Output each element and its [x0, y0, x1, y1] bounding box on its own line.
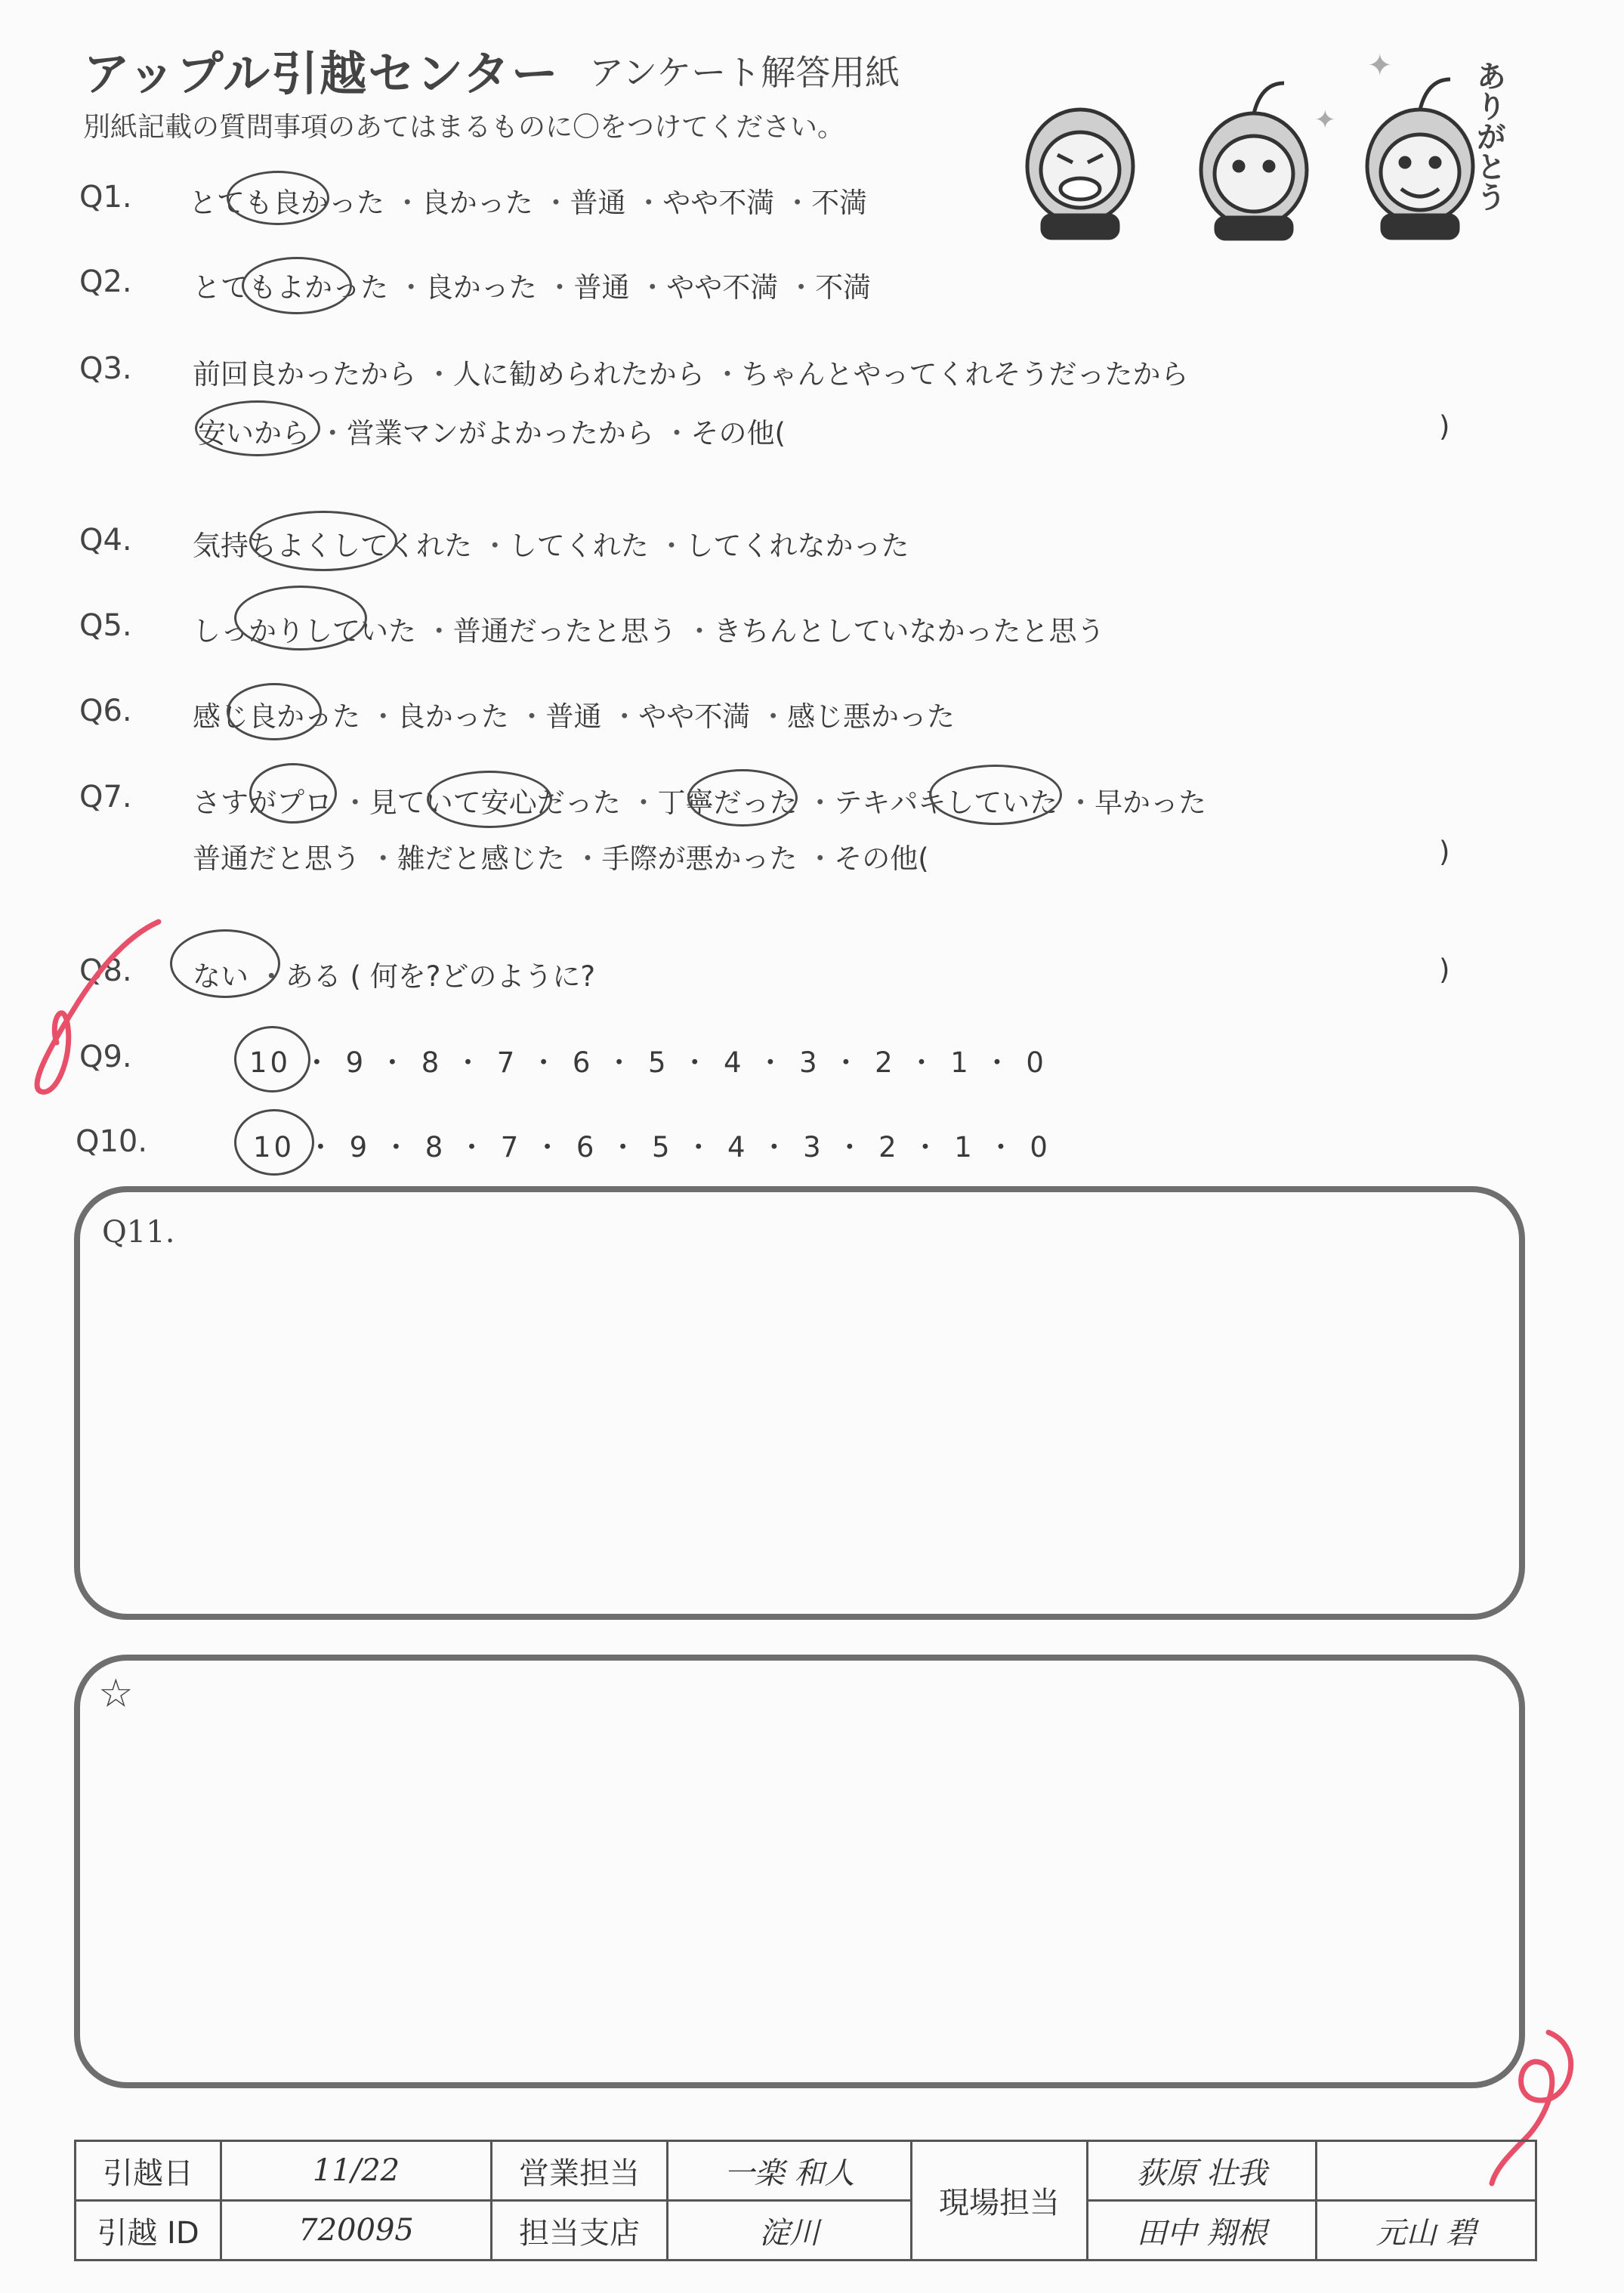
q1-option-3[interactable]: 普通 — [570, 187, 626, 219]
move-id-value[interactable]: 720095 — [221, 2201, 492, 2261]
q7-option-5[interactable]: 早かった — [1095, 786, 1207, 819]
q10-score-3[interactable]: 3 — [803, 1131, 824, 1163]
company-title: アップル引越センター — [83, 46, 560, 101]
q10-score-1[interactable]: 1 — [954, 1131, 975, 1163]
q3-option-other[interactable]: その他( — [690, 417, 786, 450]
site-staff-4[interactable]: 元山 碧 — [1317, 2201, 1536, 2261]
q5-options: しっかりしていた ・普通だったと思う ・きちんとしていなかったと思う — [193, 615, 1105, 647]
site-staff-label: 現場担当 — [912, 2141, 1088, 2261]
q10-score-7[interactable]: 7 — [500, 1131, 522, 1163]
q1-option-4[interactable]: やや不満 — [662, 187, 775, 219]
red-check-mark-left — [11, 907, 170, 1103]
site-staff-1[interactable]: 荻原 壮我 — [1088, 2141, 1317, 2201]
q5-label: Q5. — [79, 608, 132, 643]
q8-option-1[interactable]: ない — [193, 960, 249, 993]
q4-option-2[interactable]: してくれた — [508, 530, 649, 562]
q5-option-3[interactable]: きちんとしていなかったと思う — [713, 615, 1105, 647]
q10-score-9[interactable]: 9 — [349, 1131, 371, 1163]
q2-selection-circle — [242, 257, 352, 314]
q4-label: Q4. — [79, 523, 132, 558]
site-staff-3[interactable]: 田中 翔根 — [1088, 2201, 1317, 2261]
q7-close-paren: ) — [1439, 836, 1450, 868]
q3-option-3[interactable]: ちゃんとやってくれそうだったから — [741, 358, 1189, 391]
q1-option-2[interactable]: 良かった — [421, 187, 533, 219]
q7-selection-circle-2 — [427, 771, 552, 828]
q7-selection-circle-3 — [687, 769, 798, 827]
sparkle-icon: ✦ — [1367, 48, 1393, 83]
q7-option-8[interactable]: 手際が悪かった — [601, 842, 798, 875]
q9-score-8[interactable]: 8 — [421, 1046, 443, 1079]
q2-option-4[interactable]: やや不満 — [666, 271, 779, 304]
q10-score-6[interactable]: 6 — [576, 1131, 597, 1163]
q3-close-paren: ) — [1439, 410, 1450, 443]
q11-label: Q11. — [102, 1215, 175, 1250]
q7-options-line1: さすがプロ ・見ていて安心だった ・丁寧だった ・テキパキしていた ・早かった — [193, 786, 1207, 819]
q1-options: とても良かった ・良かった ・普通 ・やや不満 ・不満 — [189, 187, 868, 219]
q10-score-2[interactable]: 2 — [878, 1131, 900, 1163]
q3-option-1[interactable]: 前回良かったから — [193, 358, 416, 391]
q7-selection-circle-1 — [249, 763, 337, 824]
footer-info-table — [74, 2140, 1537, 2261]
q9-scale: 10 ・ 9 ・ 8 ・ 7 ・ 6 ・ 5 ・ 4 ・ 3 ・ 2 ・ 1 ・ 0 — [249, 1046, 1047, 1079]
form-subtitle: アンケート解答用紙 — [589, 52, 900, 93]
q9-score-6[interactable]: 6 — [572, 1046, 594, 1079]
q7-option-4[interactable]: テキパキしていた — [834, 786, 1058, 819]
q9-score-9[interactable]: 9 — [345, 1046, 367, 1079]
q7-option-2[interactable]: 見ていて安心だった — [369, 786, 621, 819]
move-date-label: 引越日 — [76, 2141, 221, 2201]
q1-label: Q1. — [79, 180, 132, 215]
star-comment-box[interactable] — [74, 1655, 1525, 2088]
q5-option-1[interactable]: しっかりしていた — [193, 615, 416, 647]
q9-score-5[interactable]: 5 — [647, 1046, 669, 1079]
q8-label: Q8. — [79, 953, 132, 988]
q3-option-2[interactable]: 人に勧められたから — [452, 358, 705, 391]
q6-options: 感じ良かった ・良かった ・普通 ・やや不満 ・感じ悪かった — [193, 700, 956, 733]
q10-score-0[interactable]: 0 — [1030, 1131, 1051, 1163]
q8-selection-circle — [170, 929, 280, 998]
q3-option-5[interactable]: 営業マンがよかったから — [346, 417, 654, 450]
q9-score-0[interactable]: 0 — [1026, 1046, 1047, 1079]
q10-selection-circle — [234, 1109, 314, 1176]
q4-option-3[interactable]: してくれなかった — [685, 530, 909, 562]
q4-option-1[interactable]: 気持ちよくしてくれた — [193, 530, 472, 562]
q2-option-5[interactable]: 不満 — [815, 271, 872, 304]
instruction-text: 別紙記載の質問事項のあてはまるものに〇をつけてください。 — [83, 112, 845, 143]
q8-option-2[interactable]: ある ( 何を?どのように? — [285, 960, 595, 993]
branch-label: 担当支店 — [492, 2201, 668, 2261]
q7-option-1[interactable]: さすがプロ — [193, 786, 332, 819]
q10-label: Q10. — [76, 1124, 148, 1159]
q2-option-3[interactable]: 普通 — [573, 271, 630, 304]
svg-text:✦: ✦ — [1314, 105, 1336, 135]
q2-label: Q2. — [79, 264, 132, 299]
q9-score-7[interactable]: 7 — [496, 1046, 518, 1079]
thanks-vertical-text: ありがとう — [1471, 60, 1506, 212]
q10-score-8[interactable]: 8 — [425, 1131, 446, 1163]
q5-option-2[interactable]: 普通だったと思う — [452, 615, 677, 647]
move-date-value[interactable]: 11/22 — [221, 2141, 492, 2201]
q1-option-5[interactable]: 不満 — [811, 187, 868, 219]
monkey-icon-2 — [1201, 83, 1307, 239]
q6-option-1[interactable]: 感じ良かった — [193, 700, 360, 733]
q5-selection-circle — [234, 586, 367, 651]
q4-selection-circle — [249, 511, 397, 571]
q9-score-2[interactable]: 2 — [875, 1046, 896, 1079]
q10-score-4[interactable]: 4 — [727, 1131, 749, 1163]
q7-label: Q7. — [79, 780, 132, 814]
q7-option-7[interactable]: 雑だと感じた — [397, 842, 565, 875]
sales-rep-label: 営業担当 — [492, 2141, 668, 2201]
q8-options: ない ・ある ( 何を?どのように? — [193, 960, 595, 993]
q10-score-10[interactable]: 10 — [253, 1131, 295, 1163]
q6-selection-circle — [227, 683, 322, 740]
q6-option-3[interactable]: 普通 — [545, 700, 602, 733]
q4-options: 気持ちよくしてくれた ・してくれた ・してくれなかった — [193, 530, 909, 562]
q10-score-5[interactable]: 5 — [651, 1131, 673, 1163]
monkey-mascots-illustration — [997, 45, 1541, 242]
q9-score-3[interactable]: 3 — [799, 1046, 820, 1079]
q6-label: Q6. — [79, 694, 132, 728]
q9-score-10[interactable]: 10 — [249, 1046, 292, 1079]
q6-option-4[interactable]: やや不満 — [638, 700, 751, 733]
q9-selection-circle — [234, 1026, 310, 1092]
q3-option-4[interactable]: 安いから — [198, 417, 310, 450]
q1-option-1[interactable]: とても良かった — [189, 187, 384, 219]
q2-options: とてもよかった ・良かった ・普通 ・やや不満 ・不満 — [193, 271, 872, 304]
q7-options-line2: 普通だと思う ・雑だと感じた ・手際が悪かった ・その他( — [193, 842, 929, 875]
monkey-icon-1 — [1027, 110, 1133, 238]
sales-rep-value[interactable]: 一楽 和人 — [668, 2141, 912, 2201]
q7-option-6[interactable]: 普通だと思う — [193, 842, 360, 875]
q11-comment-box[interactable] — [74, 1186, 1525, 1620]
q7-option-other[interactable]: その他( — [834, 842, 929, 875]
q2-option-1[interactable]: とてもよかった — [193, 271, 388, 304]
q10-scale: 10 ・ 9 ・ 8 ・ 7 ・ 6 ・ 5 ・ 4 ・ 3 ・ 2 ・ 1 ・ 0 — [253, 1131, 1051, 1163]
q9-score-4[interactable]: 4 — [724, 1046, 745, 1079]
monkey-icon-3 — [1367, 79, 1473, 238]
move-id-label: 引越 ID — [76, 2201, 221, 2261]
q7-selection-circle-4 — [929, 765, 1062, 825]
q7-option-3[interactable]: 丁寧だった — [657, 786, 798, 819]
site-staff-2[interactable] — [1317, 2141, 1536, 2201]
branch-value[interactable]: 淀川 — [668, 2201, 912, 2261]
q2-option-2[interactable]: 良かった — [425, 271, 537, 304]
q9-score-1[interactable]: 1 — [950, 1046, 971, 1079]
q6-option-5[interactable]: 感じ悪かった — [787, 700, 956, 733]
q6-option-2[interactable]: 良かった — [397, 700, 509, 733]
q1-selection-circle — [227, 171, 329, 225]
q9-label: Q9. — [79, 1040, 132, 1074]
q3-label: Q3. — [79, 351, 132, 386]
star-icon: ☆ — [98, 1671, 134, 1717]
q3-options-line2: 安いから ・営業マンがよかったから ・その他( — [198, 417, 786, 450]
q3-options-line1: 前回良かったから ・人に勧められたから ・ちゃんとやってくれそうだったから — [193, 358, 1189, 391]
q3-selection-circle — [195, 400, 320, 456]
q8-close-paren: ) — [1439, 953, 1450, 986]
